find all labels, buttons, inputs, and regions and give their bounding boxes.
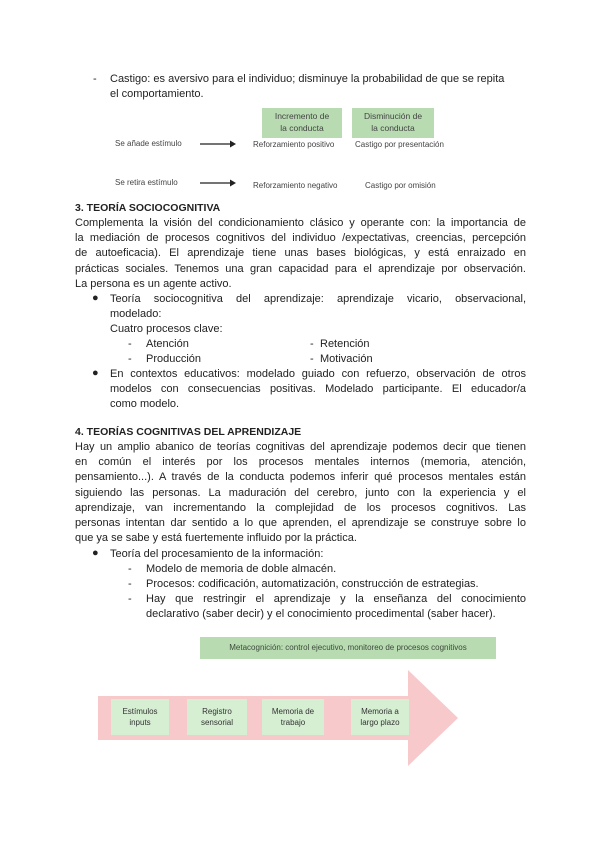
section4-bullet1: Teoría del procesamiento de la información: xyxy=(110,548,324,560)
section4-line-2: en común el interés por los procesos mentales internos (memoria, atención, xyxy=(75,456,526,469)
row1-decrease: Castigo por presentación xyxy=(355,140,444,149)
section4-line-7: que ya se sabe y está fuertemente influido por la práctica. xyxy=(75,532,357,545)
castigo-dash: - xyxy=(93,73,97,85)
dash-icon: - xyxy=(128,338,132,350)
row1-arrow-icon xyxy=(200,139,236,149)
dash-icon: - xyxy=(128,593,132,605)
cuatro-procesos: Cuatro procesos clave: xyxy=(110,323,223,335)
row1-increment: Reforzamiento positivo xyxy=(253,140,335,149)
section4-line-6: personas intentan dar sentido a lo que aprenden, el aprendizaje se construye sobre lo xyxy=(75,517,526,530)
section4-sub-1: Modelo de memoria de doble almacén. xyxy=(146,563,337,575)
box-estimulos-line2: inputs xyxy=(129,718,151,727)
box-memoria-largo-plazo-line2: largo plazo xyxy=(360,718,400,727)
section3-bullet2-line1: En contextos educativos: modelado guiado con refuerzo, observación de otros xyxy=(110,368,526,380)
row2-increment: Reforzamiento negativo xyxy=(253,181,338,190)
bullet-icon: ● xyxy=(92,547,99,559)
section3-bullet2-line2: modelos con consecuencias positivas. Modelado participante. El educador/a xyxy=(110,383,526,396)
metacognicion-box: Metacognición: control ejecutivo, monitoreo de procesos cognitivos xyxy=(200,637,496,659)
section3-bullet1-line1: Teoría sociocognitiva del aprendizaje: aprendizaje vicario, observacional, xyxy=(110,293,526,305)
dash-icon: - xyxy=(128,563,132,575)
section4-line-5: aprendizaje, van incrementando la complejidad de los procesos cognitivos. Las xyxy=(75,501,526,514)
header-incremento xyxy=(262,108,342,138)
proceso-atencion: Atención xyxy=(146,338,189,350)
dash-icon: - xyxy=(310,353,314,365)
section3-line-1: Complementa la visión del condicionamiento clásico y operante con: la importancia de xyxy=(75,217,526,229)
header-disminucion-line1: Disminución de xyxy=(363,111,423,121)
section3-line-2: la mediación de procesos cognitivos del individuo /expectativas, creencias, percepción xyxy=(75,232,526,245)
castigo-line-2: el comportamiento. xyxy=(110,88,204,100)
row2-label: Se retira estímulo xyxy=(115,178,178,187)
castigo-line-1: Castigo: es aversivo para el individuo; disminuye la probabilidad de que se repita xyxy=(110,73,505,85)
section4-sub-2: Procesos: codificación, automatización, construcción de estrategias. xyxy=(146,578,479,590)
section3-bullet1-line2: modelado: xyxy=(110,308,162,321)
box-memoria-trabajo xyxy=(262,699,324,735)
section4-line-3: pensamiento...). A través de la conducta podemos inferir qué procesos mentales están xyxy=(75,471,526,484)
section4-sub-3-line1: Hay que restringir el aprendizaje y la enseñanza del conocimiento xyxy=(146,593,526,605)
bullet-icon: ● xyxy=(92,292,99,304)
section3-paragraph xyxy=(75,216,526,292)
section3-line-5: La persona es un agente activo. xyxy=(75,277,232,290)
section4-line-4: siguiendo las personas. La maduración del cerebro, junto con la experiencia y el xyxy=(75,486,526,499)
proceso-motivacion: Motivación xyxy=(320,353,373,365)
dash-icon: - xyxy=(128,578,132,590)
row2-decrease: Castigo por omisión xyxy=(365,181,436,190)
section4-line-1: Hay un amplio abanico de teorías cognitivas del aprendizaje podemos decir que tienen xyxy=(75,441,526,453)
row2-arrow-icon xyxy=(200,178,236,188)
header-disminucion xyxy=(352,108,434,138)
section4-sub-3-line2: declarativo (saber decir) y el conocimiento procedimental (saber hacer). xyxy=(146,608,496,621)
header-disminucion-line2: la conducta xyxy=(371,123,415,133)
box-memoria-trabajo-line1: Memoria de xyxy=(271,707,315,716)
proceso-produccion: Producción xyxy=(146,353,202,365)
box-memoria-trabajo-line2: trabajo xyxy=(280,718,306,727)
box-registro-line1: Registro xyxy=(202,707,232,716)
box-estimulos-line1: Estímulos xyxy=(122,707,158,716)
proceso-retencion: Retención xyxy=(320,338,370,350)
box-memoria-largo-plazo-line1: Memoria a xyxy=(361,707,399,716)
dash-icon: - xyxy=(128,353,132,365)
box-registro-line2: sensorial xyxy=(200,718,233,727)
box-memoria-largo-plazo xyxy=(351,699,409,735)
section3-line-4: prácticas sociales. Tenemos una gran capacidad para el aprendizaje por observación. xyxy=(75,262,526,275)
box-registro xyxy=(187,699,247,735)
header-incremento-line2: la conducta xyxy=(280,123,324,133)
box-estimulos xyxy=(111,699,169,735)
header-incremento-line1: Incremento de xyxy=(274,111,330,121)
section3-bullet2 xyxy=(110,367,526,413)
section3-line-3: de autoeficacia). El aprendizaje tiene unas bases biológicas, y está enraizado en xyxy=(75,247,526,260)
bullet-icon: ● xyxy=(92,367,99,379)
row1-label: Se añade estímulo xyxy=(115,139,182,148)
section4-paragraph xyxy=(75,440,526,546)
section3-bullet1 xyxy=(110,292,526,322)
section4-sub-3 xyxy=(146,592,526,622)
section3-title: 3. TEORÍA SOCIOCOGNITIVA xyxy=(75,202,221,214)
dash-icon: - xyxy=(310,338,314,350)
section3-bullet2-line3: como modelo. xyxy=(110,398,180,411)
section4-title: 4. TEORÍAS COGNITIVAS DEL APRENDIZAJE xyxy=(75,426,302,438)
